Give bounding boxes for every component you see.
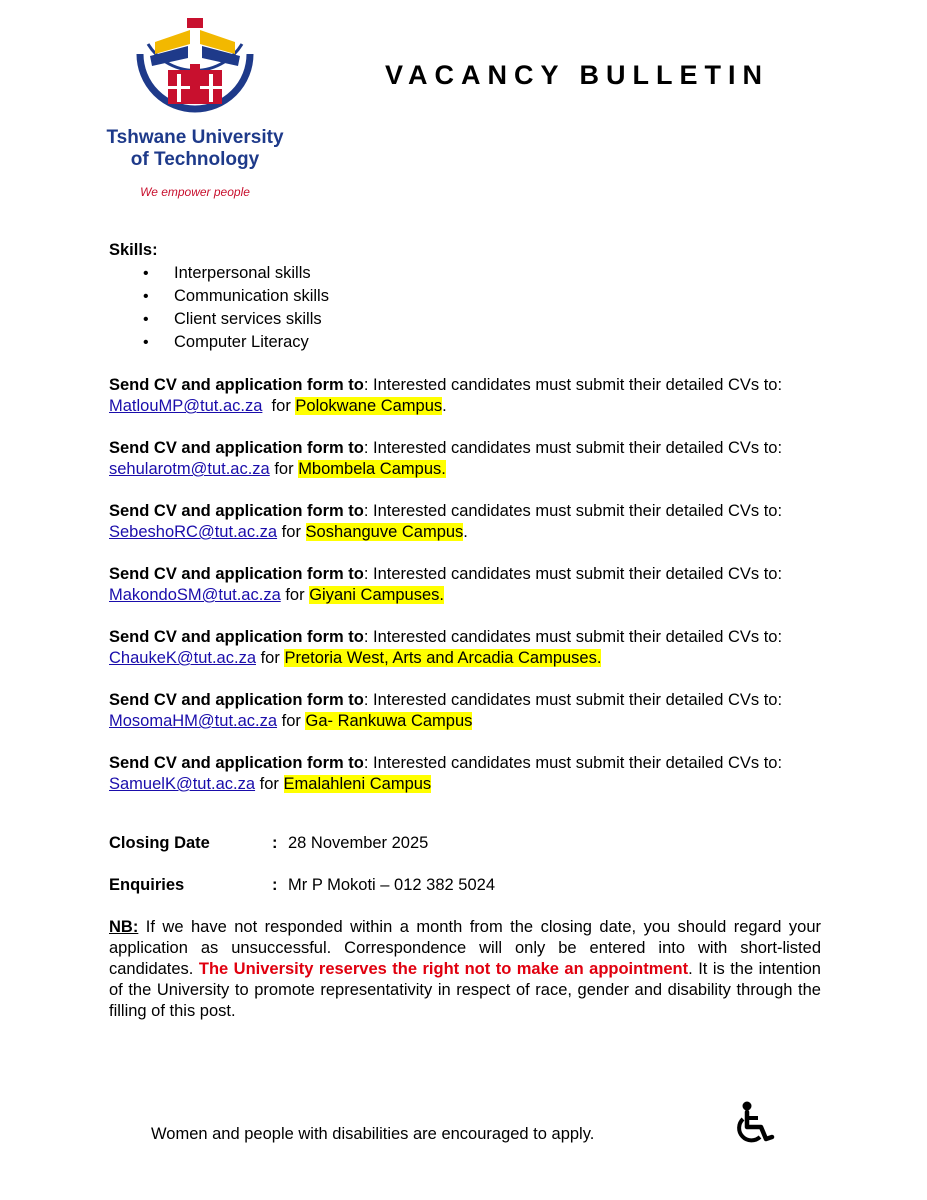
- campus-highlight: Giyani Campuses.: [309, 586, 444, 604]
- send-text: : Interested candidates must submit their detailed CVs to:: [363, 376, 783, 394]
- email-link[interactable]: SebeshoRC@tut.ac.za: [109, 523, 278, 541]
- application-block: [109, 375, 821, 417]
- closing-date-row: [109, 833, 821, 854]
- details-section: [109, 833, 821, 896]
- send-text: : Interested candidates must submit their detailed CVs to:: [363, 502, 783, 520]
- list-item: • Communication skills: [109, 286, 821, 309]
- nb-text-end: . It is the intention of the University to promote representativity in respect of race, gender and disability through the filling of this post.: [109, 960, 821, 1020]
- for-text: for: [269, 460, 299, 478]
- page-title: VACANCY BULLETIN: [385, 60, 770, 90]
- campus-highlight: Ga- Rankuwa Campus: [305, 712, 473, 730]
- closing-date-colon: :: [272, 834, 278, 852]
- campus-highlight: Polokwane Campus: [295, 397, 443, 415]
- footer-note: Women and people with disabilities are encouraged to apply.: [151, 1125, 595, 1143]
- nb-text: If we have not responded within a month from the closing date, you should regard your application as unsuccessful. Correspondence will only be entered into with short-listed candidates.: [109, 918, 821, 978]
- list-item: • Client services skills: [109, 309, 821, 332]
- for-text: for: [277, 712, 306, 730]
- logo-name: [95, 127, 295, 171]
- main-content: [109, 240, 821, 1039]
- campus-highlight: Emalahleni Campus: [283, 775, 432, 793]
- for-text: for: [262, 397, 296, 415]
- email-link[interactable]: MosomaHM@tut.ac.za: [109, 712, 278, 730]
- logo-tagline: We empower people: [140, 185, 250, 199]
- logo-name-line1: Tshwane University: [106, 127, 284, 148]
- enquiries-row: [109, 875, 821, 896]
- send-label: Send CV and application form to: [109, 628, 364, 646]
- nb-red-text: The University reserves the right not to make an appointment: [198, 960, 689, 978]
- closing-date-label: Closing Date: [109, 834, 210, 852]
- nb-label: NB:: [109, 918, 139, 936]
- end-text: .: [463, 523, 468, 541]
- application-block: [109, 753, 821, 795]
- applications-section: [109, 375, 821, 795]
- skills-list: [109, 263, 821, 355]
- send-label: Send CV and application form to: [109, 502, 364, 520]
- skills-heading: Skills:: [109, 241, 158, 259]
- for-text: for: [256, 649, 285, 667]
- list-item: • Computer Literacy: [109, 332, 821, 355]
- send-label: Send CV and application form to: [109, 439, 364, 457]
- application-block: [109, 690, 821, 732]
- university-logo-icon: [130, 14, 260, 124]
- enquiries-colon: :: [272, 876, 278, 894]
- campus-highlight: Pretoria West, Arts and Arcadia Campuses.: [284, 649, 602, 667]
- send-label: Send CV and application form to: [109, 376, 364, 394]
- campus-highlight: Mbombela Campus.: [298, 460, 446, 478]
- for-text: for: [277, 523, 306, 541]
- send-label: Send CV and application form to: [109, 691, 364, 709]
- nb-paragraph: [109, 917, 821, 1022]
- application-block: [109, 627, 821, 669]
- send-text: : Interested candidates must submit their detailed CVs to:: [363, 565, 783, 583]
- email-link[interactable]: SamuelK@tut.ac.za: [109, 775, 256, 793]
- email-link[interactable]: MatlouMP@tut.ac.za: [109, 397, 263, 415]
- send-text: : Interested candidates must submit their detailed CVs to:: [363, 691, 783, 709]
- email-link[interactable]: MakondoSM@tut.ac.za: [109, 586, 281, 604]
- send-text: : Interested candidates must submit their detailed CVs to:: [363, 628, 783, 646]
- send-label: Send CV and application form to: [109, 565, 364, 583]
- application-block: [109, 564, 821, 606]
- send-label: Send CV and application form to: [109, 754, 364, 772]
- logo-name-line2: of Technology: [130, 149, 260, 170]
- end-text: .: [442, 397, 447, 415]
- list-item: • Interpersonal skills: [109, 263, 821, 286]
- for-text: for: [255, 775, 284, 793]
- send-text: : Interested candidates must submit their detailed CVs to:: [363, 754, 783, 772]
- application-block: [109, 438, 821, 480]
- campus-highlight: Soshanguve Campus: [305, 523, 464, 541]
- university-logo: [95, 14, 295, 204]
- enquiries-value: Mr P Mokoti – 012 382 5024: [288, 876, 495, 894]
- email-link[interactable]: sehularotm@tut.ac.za: [109, 460, 270, 478]
- application-block: [109, 501, 821, 543]
- closing-date-value: 28 November 2025: [288, 834, 429, 852]
- enquiries-label: Enquiries: [109, 876, 185, 894]
- for-text: for: [280, 586, 310, 604]
- wheelchair-icon: [733, 1101, 779, 1145]
- email-link[interactable]: ChaukeK@tut.ac.za: [109, 649, 256, 667]
- send-text: : Interested candidates must submit their detailed CVs to:: [363, 439, 783, 457]
